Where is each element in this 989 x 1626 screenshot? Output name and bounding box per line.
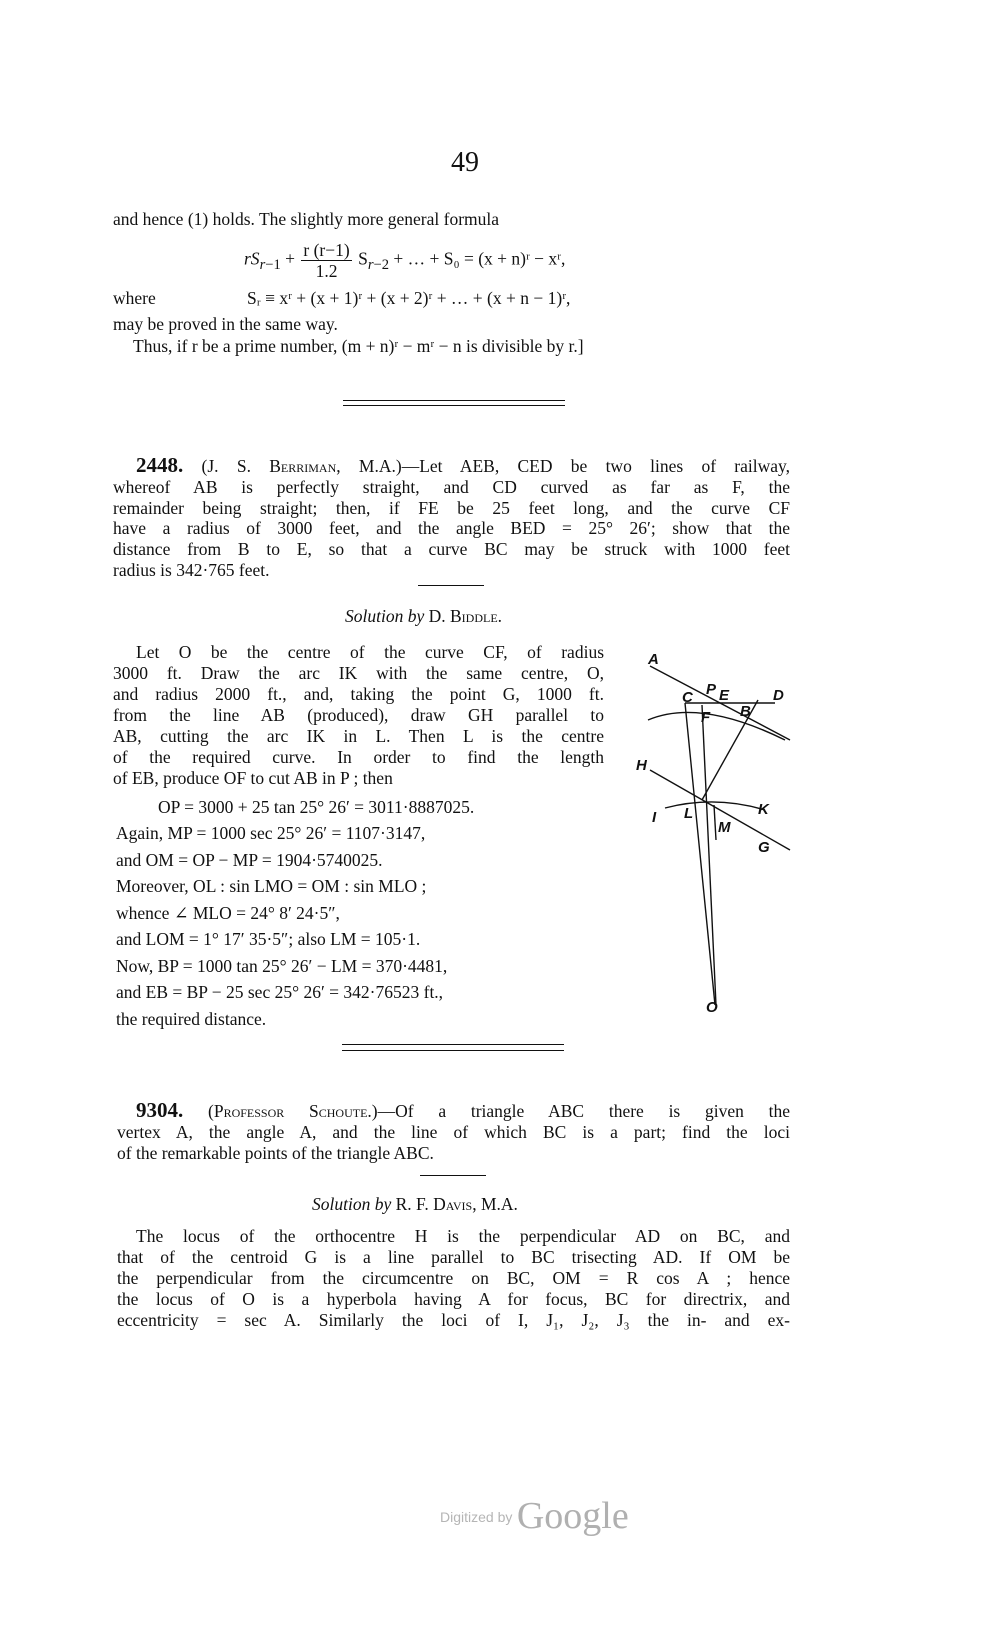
equation-line: and EB = BP − 25 sec 25° 26′ = 342·76523 ft., — [116, 982, 444, 1002]
text-line: The locus of the orthocentre H is the perpendicular AD on BC, and — [136, 1226, 790, 1246]
equation-line: Moreover, OL : sin LMO = OM : sin MLO ; — [116, 876, 427, 896]
text-line: distance from B to E, so that a curve BC may be struck with 1000 feet — [113, 539, 790, 559]
where-label: where — [113, 288, 156, 308]
section-divider — [343, 405, 565, 406]
text-line: eccentricity = sec A. Similarly the loci of I, J₁, J₂, J₃ the in- and ex- — [117, 1310, 790, 1330]
line-fo — [702, 705, 716, 1005]
equation-line: and LOM = 1° 17′ 35·5″; also LM = 105·1. — [116, 929, 421, 949]
label-e: E — [719, 687, 730, 704]
text-line: 3000 ft. Draw the arc IK with the same centre, O, — [113, 663, 604, 683]
solution-credit: Solution by D. Biddle. — [345, 606, 503, 626]
text-line: remainder being straight; then, if FE be 25 feet long, and the curve CF — [113, 498, 790, 518]
text-line: of EB, produce OF to cut AB in P ; then — [113, 768, 393, 788]
short-divider — [418, 585, 484, 586]
arc-ik — [665, 802, 765, 810]
equation-line: and OM = OP − MP = 1904·5740025. — [116, 850, 383, 870]
formula-1-left: rS — [244, 248, 260, 269]
label-g: G — [758, 839, 770, 856]
text-line: may be proved in the same way. — [113, 314, 338, 334]
section-divider — [342, 1050, 564, 1051]
digitized-footer — [440, 1494, 629, 1538]
label-l: L — [684, 805, 694, 822]
label-k: K — [758, 801, 769, 818]
problem-number: 2448. — [136, 453, 184, 477]
text-line: radius is 342·765 feet. — [113, 560, 270, 580]
section-divider — [343, 400, 565, 401]
line-co — [685, 703, 715, 1005]
formula-1: $rS_{r-1}$ + $\frac{r (r-1)}{1.2}$ $S_{r-2}$ + … + S₀ = (x + n)ʳ − xʳ, — [244, 240, 566, 281]
line-lm — [714, 805, 716, 840]
text-line: of the remarkable points of the triangle ABC. — [117, 1143, 434, 1163]
equation-line: the required distance. — [116, 1009, 267, 1029]
text-line: of the required curve. In order to find the length — [113, 747, 604, 767]
equation-line: whence ∠ MLO = 24° 8′ 24·5″, — [116, 903, 340, 923]
equation-line: Again, MP = 1000 sec 25° 26′ = 1107·3147, — [116, 823, 426, 843]
label-a: A — [648, 651, 659, 668]
digitized-label: Digitized by — [440, 1509, 513, 1525]
label-c: C — [682, 689, 693, 706]
text-line: Thus, if r be a prime number, (m + n)ʳ − mʳ − n is divisible by r.] — [133, 336, 584, 356]
problem-author: (Professor Schoute.) — [208, 1101, 378, 1121]
label-p: P — [706, 681, 717, 698]
solution-credit: Solution by R. F. Davis, M.A. — [312, 1194, 518, 1214]
label-o: O — [706, 999, 718, 1016]
label-m: M — [718, 819, 731, 836]
label-b: B — [740, 703, 751, 720]
text-line: and hence (1) holds. The slightly more general formula — [113, 209, 500, 229]
problem-9304-header: 9304. (Professor Schoute.)—Of a triangle ABC there is given the — [136, 1098, 791, 1122]
text-line: from the line AB (produced), draw GH parallel to — [113, 705, 604, 725]
text-line: Let O be the centre of the curve CF, of radius — [136, 642, 604, 662]
text-line: AB, cutting the arc IK in L. Then L is the centre — [113, 726, 604, 746]
label-i: I — [652, 809, 657, 826]
short-divider — [420, 1175, 486, 1176]
text-line: that of the centroid G is a line parallel to BC trisecting AD. If OM be — [117, 1247, 790, 1267]
google-logo: Google — [516, 1495, 629, 1537]
text-line: have a radius of 3000 feet, and the angle BED = 25° 26′; show that the — [113, 518, 790, 538]
problem-2448-header: 2448. (J. S. Berriman, M.A.)—Let AEB, CED be two lines of railway, — [136, 453, 791, 477]
formula-1-fraction: $\frac{r (r-1)}{1.2}$ — [303, 240, 350, 281]
text-line: the locus of O is a hyperbola having A for focus, BC for directrix, and — [117, 1289, 790, 1309]
text-line: the perpendicular from the circumcentre on BC, OM = R cos A ; hence — [117, 1268, 790, 1288]
text-line: and radius 2000 ft., and, taking the point G, 1000 ft. — [113, 684, 604, 704]
text-line: vertex A, the angle A, and the line of which BC is a part; find the loci — [117, 1122, 790, 1142]
equation-line: OP = 3000 + 25 tan 25° 26′ = 3011·8887025. — [158, 797, 475, 817]
equation-line: Now, BP = 1000 tan 25° 26′ − LM = 370·4481, — [116, 956, 448, 976]
label-f: F — [701, 709, 711, 726]
label-d: D — [773, 687, 784, 704]
section-divider — [342, 1044, 564, 1045]
page-number: 49 — [451, 147, 479, 178]
label-h: H — [636, 757, 647, 774]
text-line: whereof AB is perfectly straight, and CD curved as far as F, the — [113, 477, 790, 497]
railway-curve-figure — [630, 640, 800, 1020]
formula-2: Sᵣ ≡ xʳ + (x + 1)ʳ + (x + 2)ʳ + … + (x + n − 1)ʳ, — [247, 288, 571, 308]
problem-author: (J. S. Berriman, M.A.) — [201, 456, 402, 476]
problem-number: 9304. — [136, 1098, 184, 1122]
line-hg — [650, 770, 790, 850]
